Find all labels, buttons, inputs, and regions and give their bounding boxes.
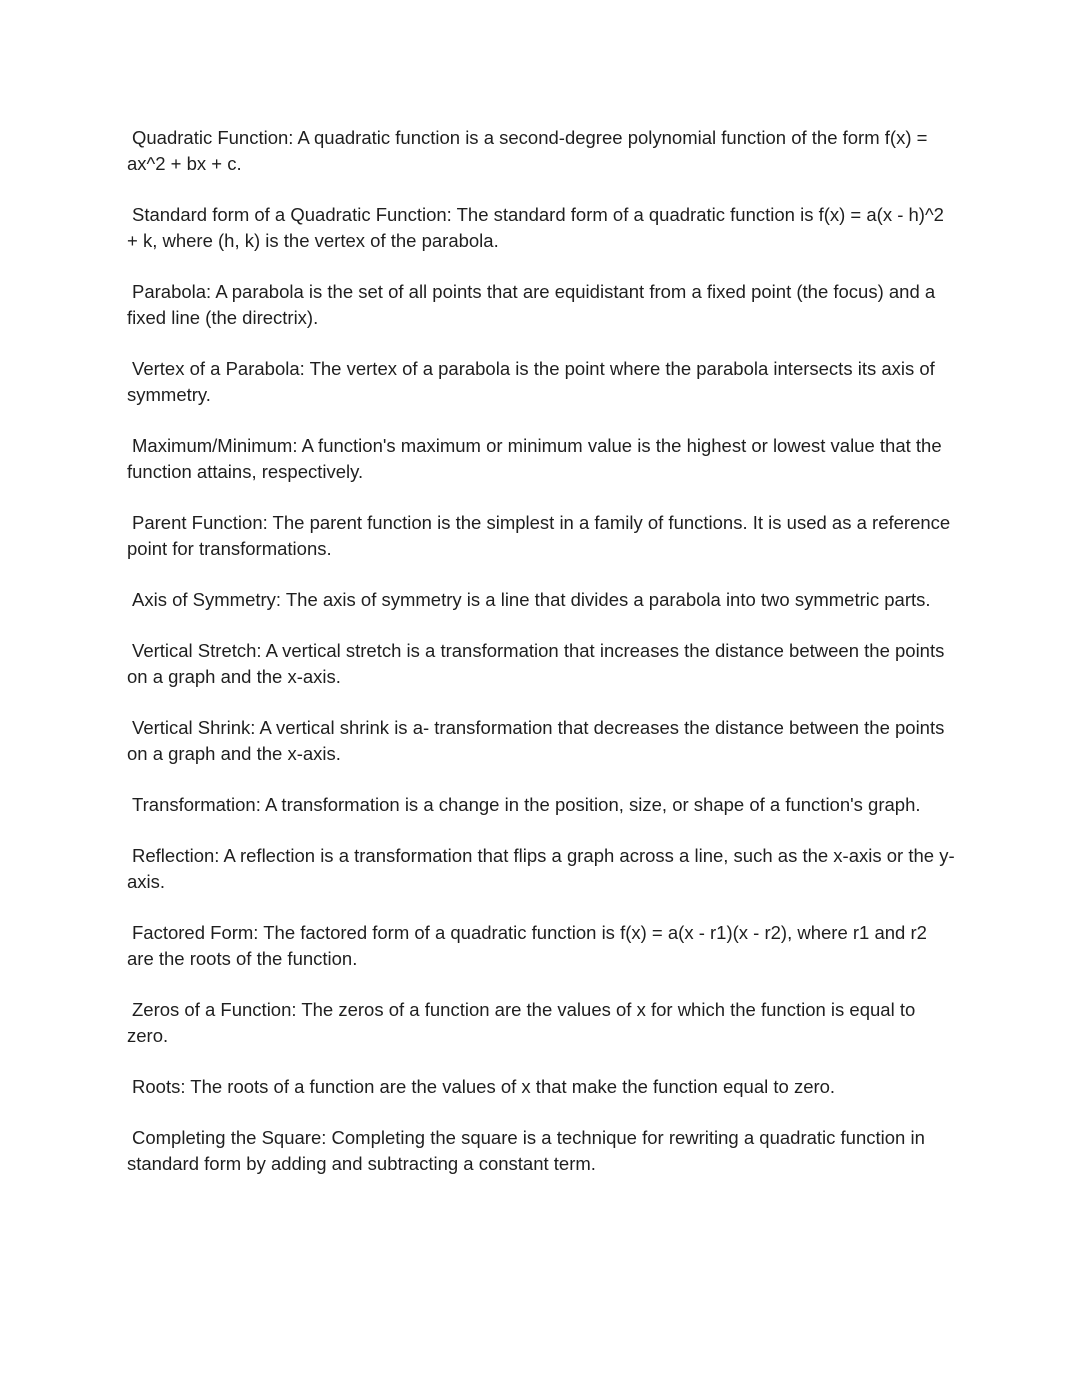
definition-factored-form: Factored Form: The factored form of a quadratic function is f(x) = a(x - r1)(x - r2), where r1 and r2 are the roots of the function. (127, 922, 927, 969)
definition-axis-of-symmetry: Axis of Symmetry: The axis of symmetry is a line that divides a parabola into two symmetric parts. (132, 589, 931, 610)
definition-standard-form: Standard form of a Quadratic Function: The standard form of a quadratic function is f(x) = a(x - h)^2 + k, where (h, k) is the vertex of the parabola. (127, 204, 944, 251)
document-body (127, 125, 957, 1202)
definition-parent-function: Parent Function: The parent function is the simplest in a family of functions. It is used as a reference point for transformations. (127, 512, 951, 559)
definition-quadratic-function: Quadratic Function: A quadratic function is a second-degree polynomial function of the form f(x) = ax^2 + bx + c. (127, 127, 928, 174)
definition-zeros: Zeros of a Function: The zeros of a function are the values of x for which the function is equal to zero. (127, 999, 916, 1046)
definition-completing-the-square: Completing the Square: Completing the square is a technique for rewriting a quadratic function in standard form by adding and subtracting a constant term. (127, 1127, 925, 1174)
definition-vertical-shrink: Vertical Shrink: A vertical shrink is a- transformation that decreases the distance between the points on a graph and the x-axis. (127, 717, 945, 764)
definition-transformation: Transformation: A transformation is a change in the position, size, or shape of a function's graph. (132, 794, 921, 815)
definition-vertical-stretch: Vertical Stretch: A vertical stretch is a transformation that increases the distance between the points on a graph and the x-axis. (127, 640, 945, 687)
definition-maximum-minimum: Maximum/Minimum: A function's maximum or minimum value is the highest or lowest value that the function attains, respectively. (127, 435, 942, 482)
definition-reflection: Reflection: A reflection is a transformation that flips a graph across a line, such as the x-axis or the y-axis. (127, 845, 955, 892)
definition-vertex: Vertex of a Parabola: The vertex of a parabola is the point where the parabola intersects its axis of symmetry. (127, 358, 935, 405)
definition-parabola: Parabola: A parabola is the set of all points that are equidistant from a fixed point (the focus) and a fixed line (the directrix). (127, 281, 936, 328)
definition-roots: Roots: The roots of a function are the values of x that make the function equal to zero. (132, 1076, 836, 1097)
